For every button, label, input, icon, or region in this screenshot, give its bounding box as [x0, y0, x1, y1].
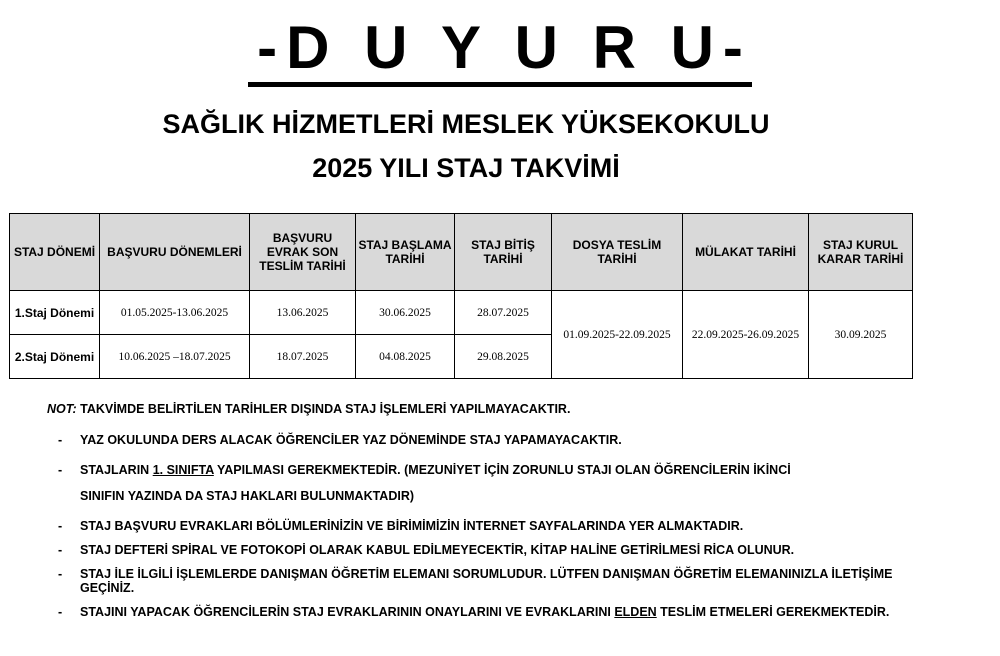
header-file-submission: DOSYA TESLİM TARİHİ	[552, 214, 683, 291]
bullet-dash: -	[58, 463, 63, 477]
row2-application: 10.06.2025 –18.07.2025	[100, 335, 250, 379]
calendar-title: 2025 YILI STAJ TAKVİMİ	[312, 153, 620, 183]
header-period: STAJ DÖNEMİ	[10, 214, 100, 291]
rule-text: STAJ BAŞVURU EVRAKLARI BÖLÜMLERİNİZİN VE BİRİMİMİZİN İNTERNET SAYFALARINDA YER ALMAKTADIR.	[80, 519, 744, 533]
row1-doc-deadline: 13.06.2025	[250, 291, 356, 335]
header-doc-deadline: BAŞVURU EVRAK SON TESLİM TARİHİ	[250, 214, 356, 291]
rule-text-part: STAJINI YAPACAK ÖĞRENCİLERİN STAJ EVRAKLARININ ONAYLARINI VE EVRAKLARINI	[80, 605, 615, 619]
shared-file-submission: 01.09.2025-22.09.2025	[552, 291, 683, 379]
row2-doc-deadline: 18.07.2025	[250, 335, 356, 379]
header-board: STAJ KURUL KARAR TARİHİ	[809, 214, 913, 291]
list-item	[58, 519, 938, 533]
row2-start: 04.08.2025	[356, 335, 455, 379]
bullet-dash: -	[58, 433, 63, 447]
internship-calendar-table	[9, 213, 913, 379]
rule-text-part: TESLİM ETMELERİ GEREKMEKTEDİR.	[656, 605, 890, 619]
table-row	[10, 291, 913, 335]
header-interview: MÜLAKAT TARİHİ	[683, 214, 809, 291]
bullet-dash: -	[58, 519, 63, 533]
note-label: NOT:	[47, 402, 77, 416]
rule-text: STAJ İLE İLGİLİ İŞLEMLERDE DANIŞMAN ÖĞRETİM ELEMANI SORUMLUDUR. LÜTFEN DANIŞMAN ÖĞRETİM ELEMANINIZLA İLETİŞİME GEÇİNİZ.	[80, 567, 893, 595]
rule-text-part: SINIFIN YAZINDA DA STAJ HAKLARI BULUNMAKTADIR)	[80, 489, 415, 503]
row2-period: 2.Staj Dönemi	[10, 335, 100, 379]
title-text: -D U Y U R U-	[248, 14, 752, 87]
table-header-row	[10, 214, 913, 291]
row2-end: 29.08.2025	[455, 335, 552, 379]
list-item	[58, 567, 938, 595]
rule-underlined-text: 1. SINIFTA	[152, 463, 214, 477]
rule-text-part: YAPILMASI GEREKMEKTEDİR. (MEZUNİYET İÇİN ZORUNLU STAJI OLAN ÖĞRENCİLERİN İKİNCİ	[213, 463, 791, 477]
bullet-dash: -	[58, 543, 63, 557]
header-application: BAŞVURU DÖNEMLERİ	[100, 214, 250, 291]
school-name: SAĞLIK HİZMETLERİ MESLEK YÜKSEKOKULU	[162, 109, 770, 139]
announcement-title	[0, 14, 1000, 87]
bullet-dash: -	[58, 605, 63, 619]
shared-board: 30.09.2025	[809, 291, 913, 379]
row1-application: 01.05.2025-13.06.2025	[100, 291, 250, 335]
list-item	[58, 605, 938, 619]
list-item	[58, 543, 938, 557]
header-start: STAJ BAŞLAMA TARİHİ	[356, 214, 455, 291]
row1-period: 1.Staj Dönemi	[10, 291, 100, 335]
row1-start: 30.06.2025	[356, 291, 455, 335]
row1-end: 28.07.2025	[455, 291, 552, 335]
rules-list	[58, 433, 938, 629]
list-item	[58, 433, 938, 447]
shared-interview: 22.09.2025-26.09.2025	[683, 291, 809, 379]
rule-text: YAZ OKULUNDA DERS ALACAK ÖĞRENCİLER YAZ DÖNEMİNDE STAJ YAPAMAYACAKTIR.	[80, 433, 622, 447]
list-item	[58, 457, 938, 509]
rule-underlined-text: ELDEN	[614, 605, 657, 619]
header-end: STAJ BİTİŞ TARİHİ	[455, 214, 552, 291]
rule-text: STAJ DEFTERİ SPİRAL VE FOTOKOPİ OLARAK KABUL EDİLMEYECEKTİR, KİTAP HALİNE GETİRİLMESİ RİCA OLUNUR.	[80, 543, 795, 557]
note-text: TAKVİMDE BELİRTİLEN TARİHLER DIŞINDA STAJ İŞLEMLERİ YAPILMAYACAKTIR.	[80, 402, 571, 416]
bullet-dash: -	[58, 567, 63, 581]
note	[47, 402, 570, 416]
rule-text-part: STAJLARIN	[80, 463, 153, 477]
